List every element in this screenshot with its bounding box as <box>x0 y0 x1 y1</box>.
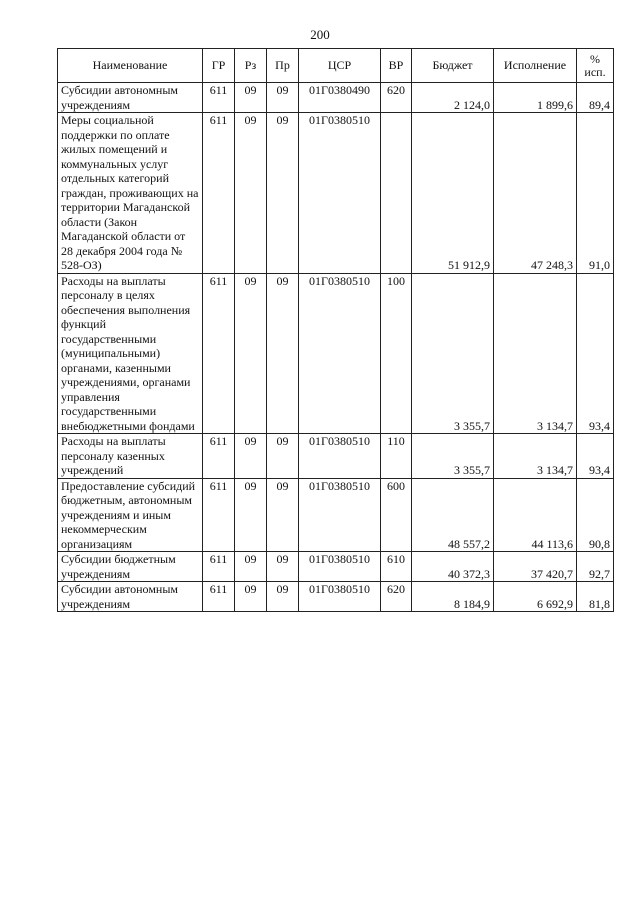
cell-pr: 09 <box>267 434 299 479</box>
cell-pr: 09 <box>267 582 299 612</box>
table-row <box>58 113 614 274</box>
table-row <box>58 552 614 582</box>
cell-budget: 3 355,7 <box>412 273 494 434</box>
header-name: Наименование <box>58 49 203 83</box>
header-vr: ВР <box>381 49 412 83</box>
table-row <box>58 434 614 479</box>
header-csr: ЦСР <box>299 49 381 83</box>
cell-pr: 09 <box>267 478 299 552</box>
cell-pct: 81,8 <box>577 582 614 612</box>
cell-execution: 47 248,3 <box>494 113 577 274</box>
cell-vr: 600 <box>381 478 412 552</box>
cell-gr: 611 <box>203 434 235 479</box>
cell-execution: 44 113,6 <box>494 478 577 552</box>
table-row <box>58 582 614 612</box>
cell-csr: 01Г0380510 <box>299 434 381 479</box>
cell-budget: 8 184,9 <box>412 582 494 612</box>
table-row <box>58 478 614 552</box>
cell-pct: 93,4 <box>577 434 614 479</box>
cell-csr: 01Г0380510 <box>299 273 381 434</box>
cell-pr: 09 <box>267 273 299 434</box>
cell-execution: 37 420,7 <box>494 552 577 582</box>
cell-gr: 611 <box>203 552 235 582</box>
cell-name: Расходы на выплаты персоналу в целях обеспечения выполнения функций государственными (муниципальными) органами, казенными учреждениями, органами управления государственными внебюджетными фондами <box>58 273 203 434</box>
cell-vr: 620 <box>381 83 412 113</box>
header-percent-label: исп. <box>584 64 606 79</box>
cell-vr <box>381 113 412 274</box>
cell-pct: 92,7 <box>577 552 614 582</box>
cell-pct: 90,8 <box>577 478 614 552</box>
cell-csr: 01Г0380510 <box>299 552 381 582</box>
cell-name: Предоставление субсидий бюджетным, автономным учреждениям и иным некоммерческим организациям <box>58 478 203 552</box>
cell-name: Субсидии автономным учреждениям <box>58 83 203 113</box>
cell-gr: 611 <box>203 478 235 552</box>
cell-rz: 09 <box>235 113 267 274</box>
cell-vr: 100 <box>381 273 412 434</box>
table-row <box>58 83 614 113</box>
page-number: 200 <box>310 27 330 42</box>
cell-gr: 611 <box>203 83 235 113</box>
cell-budget: 2 124,0 <box>412 83 494 113</box>
cell-gr: 611 <box>203 273 235 434</box>
cell-execution: 1 899,6 <box>494 83 577 113</box>
cell-name: Субсидии автономным учреждениям <box>58 582 203 612</box>
cell-pct: 93,4 <box>577 273 614 434</box>
cell-rz: 09 <box>235 582 267 612</box>
cell-rz: 09 <box>235 273 267 434</box>
cell-rz: 09 <box>235 83 267 113</box>
cell-execution: 3 134,7 <box>494 273 577 434</box>
header-percent <box>577 49 614 83</box>
header-rz: Рз <box>235 49 267 83</box>
cell-csr: 01Г0380510 <box>299 582 381 612</box>
table-row <box>58 273 614 434</box>
cell-csr: 01Г0380510 <box>299 478 381 552</box>
header-percent-sign: % <box>590 51 600 66</box>
cell-vr: 620 <box>381 582 412 612</box>
header-gr: ГР <box>203 49 235 83</box>
cell-name: Меры социальной поддержки по оплате жилых помещений и коммунальных услуг отдельных категорий граждан, проживающих на территории Магаданской области (Закон Магаданской области от 28 декабря 2004 года № 528-ОЗ) <box>58 113 203 274</box>
cell-pr: 09 <box>267 113 299 274</box>
cell-pr: 09 <box>267 83 299 113</box>
cell-vr: 110 <box>381 434 412 479</box>
header-pr: Пр <box>267 49 299 83</box>
cell-rz: 09 <box>235 552 267 582</box>
cell-csr: 01Г0380510 <box>299 113 381 274</box>
header-execution: Исполнение <box>494 49 577 83</box>
cell-budget: 48 557,2 <box>412 478 494 552</box>
cell-execution: 6 692,9 <box>494 582 577 612</box>
cell-gr: 611 <box>203 113 235 274</box>
cell-execution: 3 134,7 <box>494 434 577 479</box>
cell-name: Расходы на выплаты персоналу казенных учреждений <box>58 434 203 479</box>
cell-budget: 40 372,3 <box>412 552 494 582</box>
header-budget: Бюджет <box>412 49 494 83</box>
cell-name: Субсидии бюджетным учреждениям <box>58 552 203 582</box>
table-header-row <box>58 49 614 83</box>
cell-budget: 51 912,9 <box>412 113 494 274</box>
cell-rz: 09 <box>235 478 267 552</box>
cell-gr: 611 <box>203 582 235 612</box>
cell-pr: 09 <box>267 552 299 582</box>
cell-pct: 91,0 <box>577 113 614 274</box>
budget-execution-table <box>57 48 614 612</box>
cell-budget: 3 355,7 <box>412 434 494 479</box>
cell-vr: 610 <box>381 552 412 582</box>
cell-pct: 89,4 <box>577 83 614 113</box>
cell-rz: 09 <box>235 434 267 479</box>
cell-csr: 01Г0380490 <box>299 83 381 113</box>
